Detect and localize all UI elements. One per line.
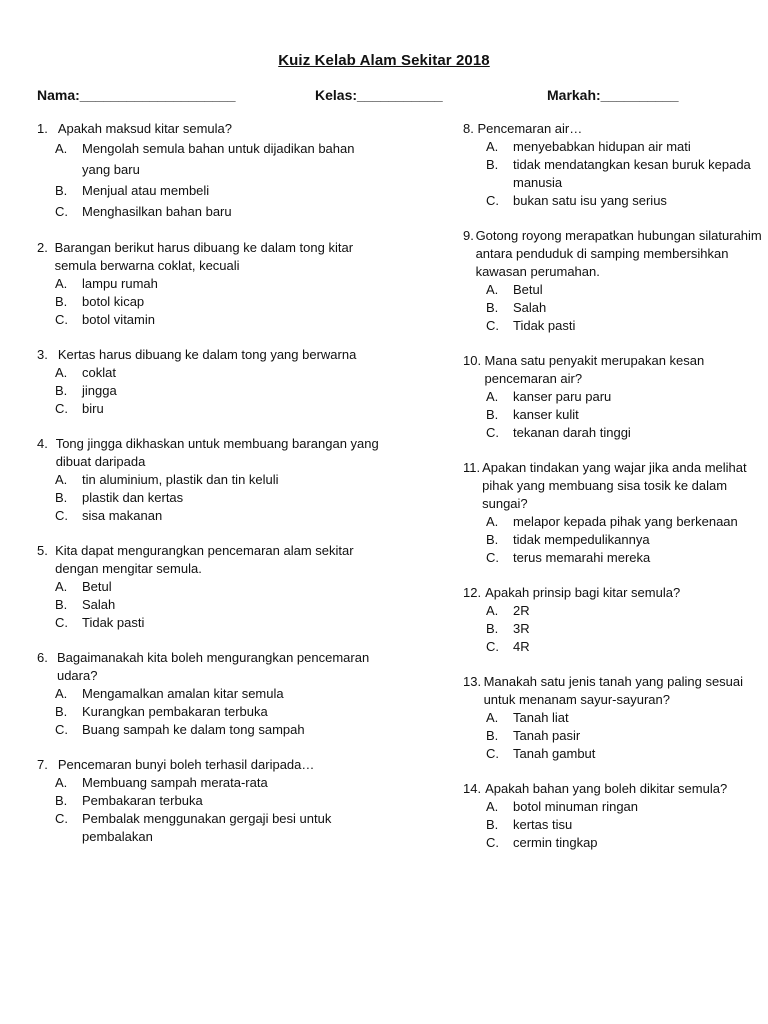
option-c — [55, 810, 382, 846]
question-number: 1. — [37, 121, 48, 136]
option-b — [55, 293, 382, 311]
option-text: Membuang sampah merata-rata — [82, 775, 268, 790]
option-letter: B. — [55, 294, 68, 309]
option-letter: B. — [486, 407, 499, 422]
option-text: tin aluminium, plastik dan tin keluli — [82, 472, 279, 487]
option-letter: A. — [55, 579, 68, 594]
option-text: Betul — [513, 282, 543, 297]
option-b — [486, 727, 763, 745]
question-number: 13. — [463, 674, 482, 689]
question-number: 8. — [463, 121, 474, 136]
option-c — [486, 192, 763, 210]
option-a — [55, 364, 382, 382]
question-13 — [463, 673, 763, 763]
option-text: Salah — [513, 300, 547, 315]
question-number: 2. — [37, 240, 48, 255]
question-number: 14. — [463, 781, 482, 796]
option-letter: C. — [486, 550, 499, 565]
option-text: Pembalak menggunakan gergaji besi untuk pembalakan — [82, 811, 332, 844]
option-text: tidak mendatangkan kesan buruk kepada manusia — [513, 157, 751, 190]
option-letter: A. — [55, 365, 68, 380]
question-number: 5. — [37, 543, 48, 558]
question-text: Kita dapat mengurangkan pencemaran alam sekitar dengan mengitar semula. — [55, 543, 354, 576]
question-2 — [37, 239, 382, 329]
option-b — [55, 489, 382, 507]
option-letter: A. — [55, 686, 68, 701]
option-a — [486, 709, 763, 727]
option-letter: B. — [55, 597, 68, 612]
option-a — [486, 798, 763, 816]
question-number: 7. — [37, 757, 48, 772]
option-letter: C. — [486, 425, 499, 440]
option-letter: A. — [486, 282, 499, 297]
option-text: botol vitamin — [82, 312, 155, 327]
option-c — [55, 614, 382, 632]
option-letter: C. — [55, 811, 68, 826]
question-5 — [37, 542, 382, 632]
option-text: Salah — [82, 597, 116, 612]
option-b — [55, 792, 382, 810]
option-c — [55, 311, 382, 329]
option-b — [486, 620, 763, 638]
option-text: botol minuman ringan — [513, 799, 639, 814]
option-text: Tanah liat — [513, 710, 569, 725]
option-b — [486, 406, 763, 424]
option-text: tidak mempedulikannya — [513, 532, 650, 547]
option-letter: B. — [486, 621, 499, 636]
question-text: Bagaimanakah kita boleh mengurangkan pencemaran udara? — [56, 650, 370, 683]
option-b — [486, 299, 763, 317]
option-b — [486, 156, 763, 192]
left-question-column — [37, 120, 382, 863]
option-a — [55, 138, 382, 180]
option-text: coklat — [82, 365, 116, 380]
question-8 — [463, 120, 763, 210]
right-question-column — [463, 120, 763, 869]
option-a — [486, 602, 763, 620]
option-letter: C. — [55, 312, 68, 327]
option-c — [486, 549, 763, 567]
option-text: botol kicap — [82, 294, 145, 309]
option-b — [55, 180, 382, 201]
question-text: Pencemaran bunyi boleh terhasil daripada… — [57, 757, 315, 772]
option-text: bukan satu isu yang serius — [513, 193, 667, 208]
name-field: Nama:____________________ — [37, 87, 236, 103]
option-letter: C. — [55, 204, 68, 219]
option-c — [55, 400, 382, 418]
option-letter: A. — [486, 139, 499, 154]
option-letter: A. — [55, 775, 68, 790]
option-text: kertas tisu — [513, 817, 573, 832]
option-text: 3R — [513, 621, 530, 636]
option-c — [486, 317, 763, 335]
option-text: Menjual atau membeli — [82, 183, 210, 198]
option-a — [486, 138, 763, 156]
question-7 — [37, 756, 382, 846]
question-text: Apakan tindakan yang wajar jika anda melihat pihak yang membuang sisa tosik ke dalam sungai? — [482, 460, 747, 511]
option-letter: B. — [55, 490, 68, 505]
option-b — [55, 703, 382, 721]
option-letter: C. — [55, 615, 68, 630]
option-letter: B. — [55, 183, 68, 198]
question-14 — [463, 780, 763, 852]
option-c — [55, 721, 382, 739]
question-text: Apakah prinsip bagi kitar semula? — [485, 585, 681, 600]
option-a — [55, 471, 382, 489]
question-4 — [37, 435, 382, 525]
option-text: terus memarahi mereka — [513, 550, 651, 565]
question-3 — [37, 346, 382, 418]
option-c — [55, 201, 382, 222]
option-text: plastik dan kertas — [82, 490, 184, 505]
question-number: 9. — [463, 228, 474, 243]
option-letter: C. — [486, 835, 499, 850]
option-text: Tidak pasti — [513, 318, 576, 333]
question-text: Barangan berikut harus dibuang ke dalam tong kitar semula berwarna coklat, kecuali — [54, 240, 354, 273]
option-text: Betul — [82, 579, 112, 594]
option-c — [486, 424, 763, 442]
question-text: Pencemaran air… — [477, 121, 583, 136]
option-a — [486, 281, 763, 299]
option-letter: C. — [486, 318, 499, 333]
option-letter: A. — [486, 389, 499, 404]
option-b — [486, 816, 763, 834]
question-number: 10. — [463, 353, 482, 368]
option-text: Tidak pasti — [82, 615, 145, 630]
quiz-title: Kuiz Kelab Alam Sekitar 2018 — [278, 52, 490, 69]
question-9 — [463, 227, 763, 335]
option-letter: B. — [55, 704, 68, 719]
question-number: 4. — [37, 436, 48, 451]
option-text: Buang sampah ke dalam tong sampah — [82, 722, 305, 737]
option-c — [55, 507, 382, 525]
option-letter: B. — [486, 728, 499, 743]
option-letter: C. — [486, 746, 499, 761]
option-a — [55, 774, 382, 792]
option-a — [55, 685, 382, 703]
option-text: kanser paru paru — [513, 389, 612, 404]
option-a — [55, 578, 382, 596]
option-c — [486, 834, 763, 852]
option-text: Tanah gambut — [513, 746, 596, 761]
option-a — [486, 388, 763, 406]
option-text: Mengamalkan amalan kitar semula — [82, 686, 284, 701]
option-text: jingga — [82, 383, 117, 398]
option-text: cermin tingkap — [513, 835, 598, 850]
option-letter: C. — [55, 508, 68, 523]
option-letter: B. — [486, 817, 499, 832]
question-text: Mana satu penyakit merupakan kesan pencemaran air? — [484, 353, 705, 386]
option-b — [55, 382, 382, 400]
question-11 — [463, 459, 763, 567]
option-text: lampu rumah — [82, 276, 158, 291]
option-c — [486, 745, 763, 763]
option-letter: C. — [486, 639, 499, 654]
question-text: Gotong royong merapatkan hubungan silaturahim antara penduduk di samping membersihkan kawasan perumahan. — [475, 228, 762, 279]
question-1 — [37, 120, 382, 222]
option-c — [486, 638, 763, 656]
option-b — [55, 596, 382, 614]
option-text: 4R — [513, 639, 530, 654]
option-letter: A. — [486, 514, 499, 529]
question-text: Tong jingga dikhaskan untuk membuang barangan yang dibuat daripada — [55, 436, 379, 469]
question-text: Manakah satu jenis tanah yang paling sesuai untuk menanam sayur-sayuran? — [483, 674, 744, 707]
question-number: 6. — [37, 650, 48, 665]
option-letter: B. — [486, 532, 499, 547]
option-letter: B. — [55, 383, 68, 398]
option-letter: A. — [486, 603, 499, 618]
option-text: Tanah pasir — [513, 728, 581, 743]
option-letter: B. — [486, 300, 499, 315]
score-field: Markah:__________ — [547, 87, 679, 103]
question-text: Kertas harus dibuang ke dalam tong yang berwarna — [57, 347, 357, 362]
option-letter: C. — [55, 401, 68, 416]
question-text: Apakah maksud kitar semula? — [57, 121, 232, 136]
option-text: 2R — [513, 603, 530, 618]
option-letter: A. — [486, 799, 499, 814]
question-text: Apakah bahan yang boleh dikitar semula? — [485, 781, 728, 796]
question-number: 11. — [463, 460, 481, 475]
option-letter: A. — [55, 141, 68, 156]
option-text: biru — [82, 401, 104, 416]
option-a — [55, 275, 382, 293]
option-letter: B. — [55, 793, 68, 808]
option-letter: C. — [55, 722, 68, 737]
option-a — [486, 513, 763, 531]
question-12 — [463, 584, 763, 656]
option-letter: A. — [55, 472, 68, 487]
option-text: melapor kepada pihak yang berkenaan — [513, 514, 738, 529]
option-text: Menghasilkan bahan baru — [82, 204, 232, 219]
question-number: 3. — [37, 347, 48, 362]
question-6 — [37, 649, 382, 739]
option-letter: A. — [55, 276, 68, 291]
option-text: tekanan darah tinggi — [513, 425, 631, 440]
option-text: sisa makanan — [82, 508, 163, 523]
option-letter: B. — [486, 157, 499, 172]
question-number: 12. — [463, 585, 482, 600]
option-text: menyebabkan hidupan air mati — [513, 139, 691, 154]
option-text: Mengolah semula bahan untuk dijadikan bahan yang baru — [82, 141, 355, 177]
option-text: Pembakaran terbuka — [82, 793, 203, 808]
class-field: Kelas:___________ — [315, 87, 443, 103]
option-text: Kurangkan pembakaran terbuka — [82, 704, 268, 719]
question-10 — [463, 352, 763, 442]
option-text: kanser kulit — [513, 407, 579, 422]
option-letter: C. — [486, 193, 499, 208]
option-b — [486, 531, 763, 549]
option-letter: A. — [486, 710, 499, 725]
